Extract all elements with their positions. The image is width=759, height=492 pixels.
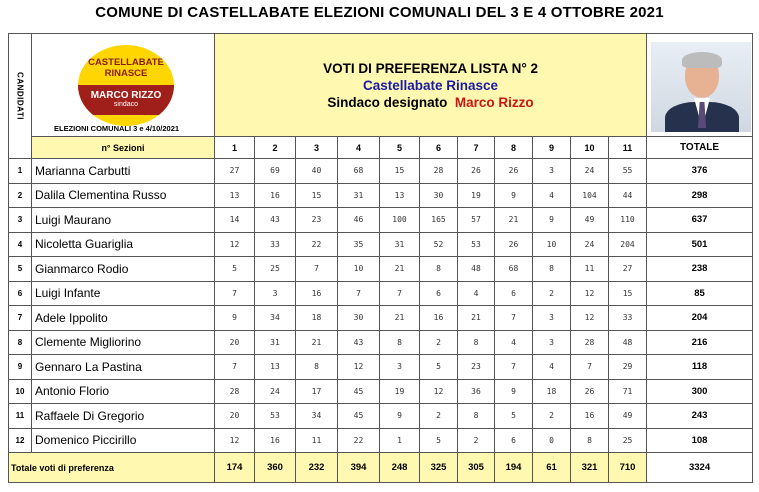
candidate-total: 637 — [647, 208, 753, 233]
vote-cell: 15 — [609, 281, 647, 306]
vote-cell: 20 — [215, 404, 255, 429]
vote-cell: 5 — [495, 404, 533, 429]
candidate-name: Domenico Piccirillo — [32, 428, 215, 453]
table-row — [9, 330, 753, 355]
vote-cell: 12 — [571, 306, 609, 331]
candidate-total: 216 — [647, 330, 753, 355]
table-row — [9, 428, 753, 453]
vote-cell: 21 — [458, 306, 495, 331]
vote-cell: 49 — [609, 404, 647, 429]
mayor-prefix: Sindaco designato — [327, 94, 448, 110]
vote-cell: 57 — [458, 208, 495, 233]
logo-subtitle: sindaco — [113, 101, 139, 108]
vote-cell: 10 — [338, 257, 380, 282]
vote-cell: 53 — [458, 232, 495, 257]
vote-cell: 35 — [338, 232, 380, 257]
vote-cell: 28 — [420, 159, 458, 184]
candidate-photo — [651, 42, 751, 132]
table-row — [9, 306, 753, 331]
vote-cell: 2 — [420, 404, 458, 429]
vote-cell: 12 — [420, 379, 458, 404]
vote-cell: 71 — [609, 379, 647, 404]
candidate-name: Antonio Florio — [32, 379, 215, 404]
row-index: 5 — [9, 257, 32, 282]
candidate-name: Gianmarco Rodio — [32, 257, 215, 282]
vote-cell: 31 — [255, 330, 296, 355]
vote-cell: 21 — [380, 257, 420, 282]
vote-cell: 7 — [296, 257, 338, 282]
section-header-10: 10 — [571, 137, 609, 159]
vote-cell: 2 — [533, 281, 571, 306]
vote-cell: 11 — [296, 428, 338, 453]
vote-cell: 12 — [338, 355, 380, 380]
vote-cell: 3 — [380, 355, 420, 380]
vote-cell: 49 — [571, 208, 609, 233]
vote-cell: 16 — [255, 183, 296, 208]
vote-cell: 4 — [458, 281, 495, 306]
vote-cell: 9 — [495, 183, 533, 208]
vote-cell: 104 — [571, 183, 609, 208]
vote-cell: 100 — [380, 208, 420, 233]
table-row — [9, 379, 753, 404]
vote-cell: 13 — [255, 355, 296, 380]
list-name: Castellabate Rinasce — [362, 77, 499, 93]
vote-cell: 27 — [215, 159, 255, 184]
vote-cell: 34 — [296, 404, 338, 429]
section-header-2: 2 — [255, 137, 296, 159]
candidate-name: Luigi Infante — [32, 281, 215, 306]
section-total: 710 — [609, 453, 647, 483]
vote-cell: 9 — [215, 306, 255, 331]
candidate-total: 298 — [647, 183, 753, 208]
vote-cell: 8 — [533, 257, 571, 282]
vote-cell: 6 — [495, 428, 533, 453]
section-total: 174 — [215, 453, 255, 483]
vote-cell: 110 — [609, 208, 647, 233]
vote-cell: 40 — [296, 159, 338, 184]
vote-cell: 8 — [380, 330, 420, 355]
row-index: 9 — [9, 355, 32, 380]
vote-cell: 21 — [380, 306, 420, 331]
row-index: 7 — [9, 306, 32, 331]
row-index: 12 — [9, 428, 32, 453]
row-index: 2 — [9, 183, 32, 208]
table-row — [9, 355, 753, 380]
section-total: 394 — [338, 453, 380, 483]
vote-cell: 0 — [533, 428, 571, 453]
logo-caption: ELEZIONI COMUNALI 3 e 4/10/2021 — [54, 124, 180, 133]
vote-cell: 8 — [571, 428, 609, 453]
vote-cell: 22 — [296, 232, 338, 257]
vote-cell: 30 — [420, 183, 458, 208]
candidate-name: Raffaele Di Gregorio — [32, 404, 215, 429]
vote-cell: 45 — [338, 379, 380, 404]
vote-cell: 53 — [255, 404, 296, 429]
vote-cell: 12 — [571, 281, 609, 306]
candidate-total: 204 — [647, 306, 753, 331]
list-title: VOTI DI PREFERENZA LISTA N° 2 — [323, 60, 538, 76]
section-header-6: 6 — [420, 137, 458, 159]
section-header-3: 3 — [296, 137, 338, 159]
section-header-8: 8 — [495, 137, 533, 159]
candidate-name: Marianna Carbutti — [32, 159, 215, 184]
vote-cell: 33 — [255, 232, 296, 257]
vote-cell: 17 — [296, 379, 338, 404]
vote-cell: 25 — [255, 257, 296, 282]
vote-cell: 24 — [571, 232, 609, 257]
vote-cell: 11 — [571, 257, 609, 282]
logo-cell — [32, 34, 215, 137]
candidate-name: Luigi Maurano — [32, 208, 215, 233]
vote-cell: 33 — [609, 306, 647, 331]
vote-cell: 19 — [458, 183, 495, 208]
table-row — [9, 257, 753, 282]
vote-cell: 34 — [255, 306, 296, 331]
photo-cell — [647, 34, 753, 137]
vote-cell: 24 — [571, 159, 609, 184]
vote-cell: 68 — [495, 257, 533, 282]
candidati-label: CANDIDATI — [15, 72, 25, 120]
vote-cell: 43 — [255, 208, 296, 233]
vote-cell: 8 — [296, 355, 338, 380]
vote-cell: 4 — [533, 355, 571, 380]
vote-cell: 25 — [609, 428, 647, 453]
vote-cell: 43 — [338, 330, 380, 355]
vote-cell: 22 — [338, 428, 380, 453]
vote-cell: 21 — [296, 330, 338, 355]
logo-name: MARCO RIZZO — [90, 90, 162, 101]
section-header-11: 11 — [609, 137, 647, 159]
vote-cell: 3 — [533, 306, 571, 331]
section-header-5: 5 — [380, 137, 420, 159]
vote-cell: 7 — [495, 355, 533, 380]
vote-cell: 20 — [215, 330, 255, 355]
candidate-name: Gennaro La Pastina — [32, 355, 215, 380]
vote-cell: 15 — [296, 183, 338, 208]
vote-cell: 18 — [296, 306, 338, 331]
vote-cell: 13 — [380, 183, 420, 208]
vote-cell: 26 — [458, 159, 495, 184]
vote-cell: 6 — [420, 281, 458, 306]
vote-cell: 28 — [571, 330, 609, 355]
vote-cell: 46 — [338, 208, 380, 233]
candidate-name: Dalila Clementina Russo — [32, 183, 215, 208]
vote-cell: 9 — [533, 208, 571, 233]
section-total: 325 — [420, 453, 458, 483]
section-total: 360 — [255, 453, 296, 483]
vote-cell: 3 — [533, 330, 571, 355]
vote-cell: 4 — [533, 183, 571, 208]
candidate-total: 108 — [647, 428, 753, 453]
table-row — [9, 404, 753, 429]
section-header-9: 9 — [533, 137, 571, 159]
vote-cell: 23 — [458, 355, 495, 380]
vote-cell: 48 — [609, 330, 647, 355]
candidate-total: 243 — [647, 404, 753, 429]
results-table — [8, 33, 753, 483]
row-index: 6 — [9, 281, 32, 306]
vote-cell: 68 — [338, 159, 380, 184]
section-total: 321 — [571, 453, 609, 483]
candidate-name: Clemente Migliorino — [32, 330, 215, 355]
vote-cell: 13 — [215, 183, 255, 208]
vote-cell: 19 — [380, 379, 420, 404]
row-index: 10 — [9, 379, 32, 404]
row-index: 11 — [9, 404, 32, 429]
vote-cell: 45 — [338, 404, 380, 429]
section-total: 248 — [380, 453, 420, 483]
grand-total: 3324 — [647, 453, 753, 483]
section-header-1: 1 — [215, 137, 255, 159]
vote-cell: 165 — [420, 208, 458, 233]
vote-cell: 2 — [420, 330, 458, 355]
table-row — [9, 208, 753, 233]
vote-cell: 26 — [495, 232, 533, 257]
candidate-total: 376 — [647, 159, 753, 184]
row-index: 3 — [9, 208, 32, 233]
vote-cell: 2 — [458, 428, 495, 453]
candidate-total: 85 — [647, 281, 753, 306]
vote-cell: 52 — [420, 232, 458, 257]
vote-cell: 26 — [495, 159, 533, 184]
vote-cell: 12 — [215, 428, 255, 453]
candidati-header — [9, 34, 32, 159]
vote-cell: 8 — [420, 257, 458, 282]
candidate-name: Adele Ippolito — [32, 306, 215, 331]
vote-cell: 204 — [609, 232, 647, 257]
vote-cell: 30 — [338, 306, 380, 331]
vote-cell: 10 — [533, 232, 571, 257]
table-row — [9, 232, 753, 257]
vote-cell: 24 — [255, 379, 296, 404]
page-title: COMUNE DI CASTELLABATE ELEZIONI COMUNALI DEL 3 E 4 OTTOBRE 2021 — [95, 4, 664, 21]
vote-cell: 29 — [609, 355, 647, 380]
vote-cell: 5 — [420, 355, 458, 380]
vote-cell: 3 — [533, 159, 571, 184]
vote-cell: 69 — [255, 159, 296, 184]
vote-cell: 2 — [533, 404, 571, 429]
vote-cell: 27 — [609, 257, 647, 282]
vote-cell: 9 — [380, 404, 420, 429]
vote-cell: 7 — [380, 281, 420, 306]
vote-cell: 1 — [380, 428, 420, 453]
candidate-total: 118 — [647, 355, 753, 380]
sections-label: n° Sezioni — [32, 137, 215, 159]
table-row — [9, 159, 753, 184]
table-row — [9, 183, 753, 208]
logo-line1: CASTELLABATE — [88, 57, 164, 68]
vote-cell: 7 — [215, 281, 255, 306]
vote-cell: 36 — [458, 379, 495, 404]
vote-cell: 8 — [458, 330, 495, 355]
section-total: 305 — [458, 453, 495, 483]
list-info-header — [215, 34, 647, 137]
vote-cell: 44 — [609, 183, 647, 208]
vote-cell: 6 — [495, 281, 533, 306]
table-row — [9, 281, 753, 306]
vote-cell: 55 — [609, 159, 647, 184]
vote-cell: 15 — [380, 159, 420, 184]
vote-cell: 7 — [338, 281, 380, 306]
totals-row — [9, 453, 753, 483]
total-header: TOTALE — [647, 137, 753, 159]
vote-cell: 4 — [495, 330, 533, 355]
vote-cell: 48 — [458, 257, 495, 282]
section-total: 61 — [533, 453, 571, 483]
section-total: 194 — [495, 453, 533, 483]
candidate-total: 238 — [647, 257, 753, 282]
vote-cell: 23 — [296, 208, 338, 233]
vote-cell: 7 — [215, 355, 255, 380]
row-index: 1 — [9, 159, 32, 184]
vote-cell: 31 — [380, 232, 420, 257]
vote-cell: 16 — [296, 281, 338, 306]
vote-cell: 18 — [533, 379, 571, 404]
mayor-name: Marco Rizzo — [454, 94, 534, 110]
row-index: 8 — [9, 330, 32, 355]
vote-cell: 14 — [215, 208, 255, 233]
vote-cell: 7 — [571, 355, 609, 380]
candidate-total: 501 — [647, 232, 753, 257]
vote-cell: 5 — [420, 428, 458, 453]
vote-cell: 21 — [495, 208, 533, 233]
vote-cell: 9 — [495, 379, 533, 404]
section-total: 232 — [296, 453, 338, 483]
vote-cell: 31 — [338, 183, 380, 208]
vote-cell: 7 — [495, 306, 533, 331]
vote-cell: 16 — [571, 404, 609, 429]
results-sheet — [8, 33, 752, 488]
vote-cell: 5 — [215, 257, 255, 282]
vote-cell: 16 — [420, 306, 458, 331]
vote-cell: 16 — [255, 428, 296, 453]
section-header-4: 4 — [338, 137, 380, 159]
candidate-name: Nicoletta Guariglia — [32, 232, 215, 257]
vote-cell: 12 — [215, 232, 255, 257]
logo-line2: RINASCE — [104, 68, 148, 79]
vote-cell: 28 — [215, 379, 255, 404]
vote-cell: 8 — [458, 404, 495, 429]
party-logo — [78, 45, 174, 126]
row-index: 4 — [9, 232, 32, 257]
vote-cell: 3 — [255, 281, 296, 306]
candidate-total: 300 — [647, 379, 753, 404]
totals-label: Totale voti di preferenza — [9, 453, 215, 483]
vote-cell: 26 — [571, 379, 609, 404]
section-header-7: 7 — [458, 137, 495, 159]
